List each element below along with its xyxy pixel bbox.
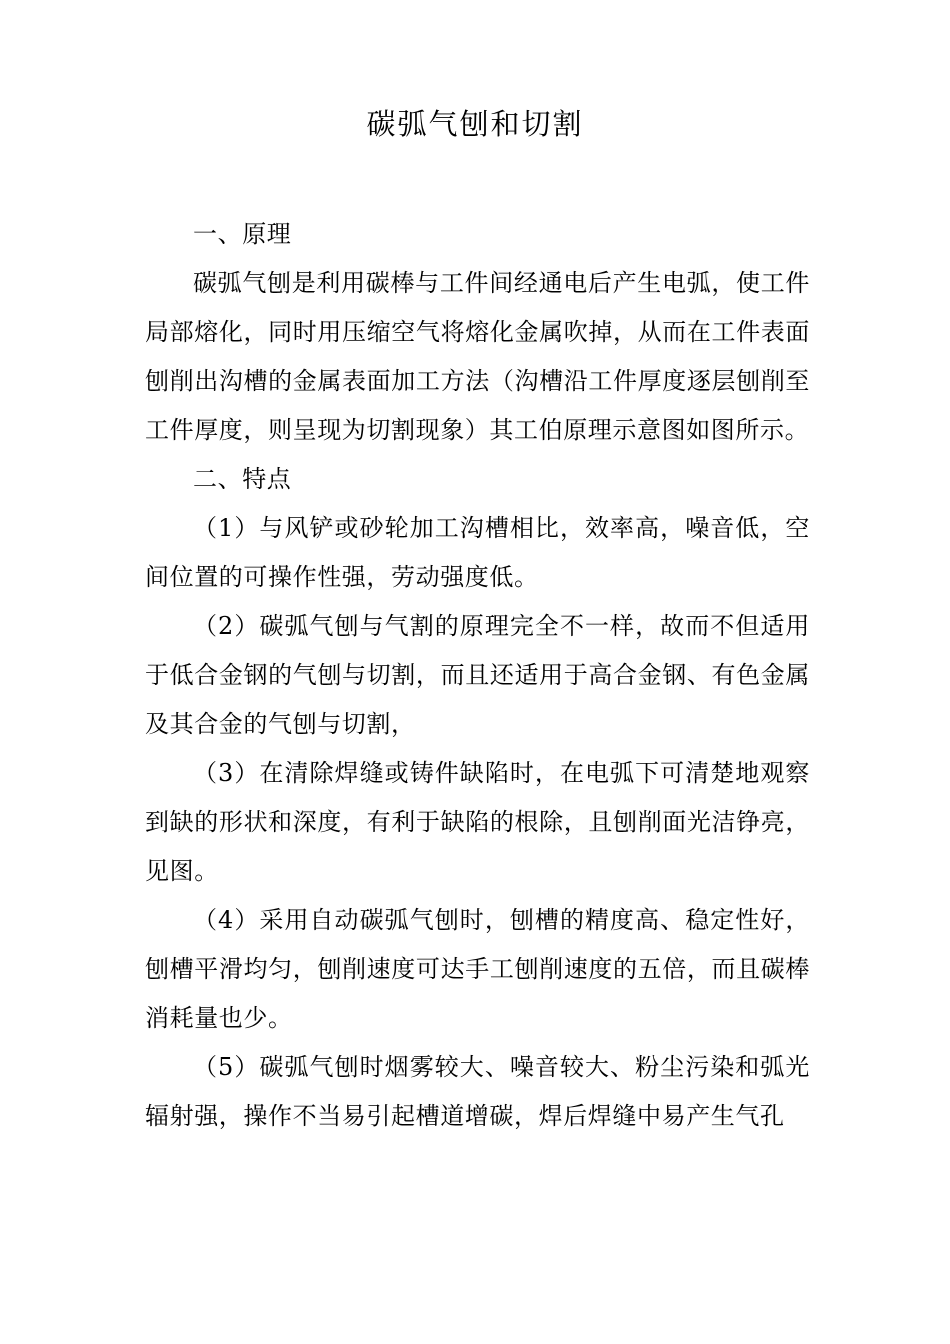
- section-heading-principle: 一、原理: [193, 220, 292, 248]
- feature-item-3: （3）在清除焊缝或铸件缺陷时，在电弧下可清楚地观察到缺的形状和深度，有利于缺陷的根除，且刨削面光洁铮亮，见图。: [145, 759, 810, 885]
- feature-item-5: （5）碳弧气刨时烟雾较大、噪音较大、粉尘污染和弧光辐射强，操作不当易引起槽道增碳，焊后焊缝中易产生气孔: [145, 1053, 810, 1130]
- section-heading-features: 二、特点: [193, 465, 292, 493]
- document-title: 碳弧气刨和切割: [366, 107, 584, 141]
- document-body: [145, 210, 810, 1141]
- feature-item-2: （2）碳弧气刨与气割的原理完全不一样，故而不但适用于低合金钢的气刨与切割，而且还适用于高合金钢、有色金属及其合金的气刨与切割，: [145, 612, 810, 738]
- paragraph-principle: 碳弧气刨是利用碳棒与工件间经通电后产生电弧，使工件局部熔化，同时用压缩空气将熔化金属吹掉，从而在工件表面刨削出沟槽的金属表面加工方法（沟槽沿工件厚度逐层刨削至工件厚度，则呈现为切割现象）其工伯原理示意图如图所示。: [145, 269, 810, 444]
- feature-item-4: （4）采用自动碳弧气刨时，刨槽的精度高、稳定性好，刨槽平滑均匀，刨削速度可达手工刨削速度的五倍，而且碳棒消耗量也少。: [145, 906, 810, 1032]
- feature-item-1: （1）与风铲或砂轮加工沟槽相比，效率高，噪音低，空间位置的可操作性强，劳动强度低。: [145, 514, 810, 591]
